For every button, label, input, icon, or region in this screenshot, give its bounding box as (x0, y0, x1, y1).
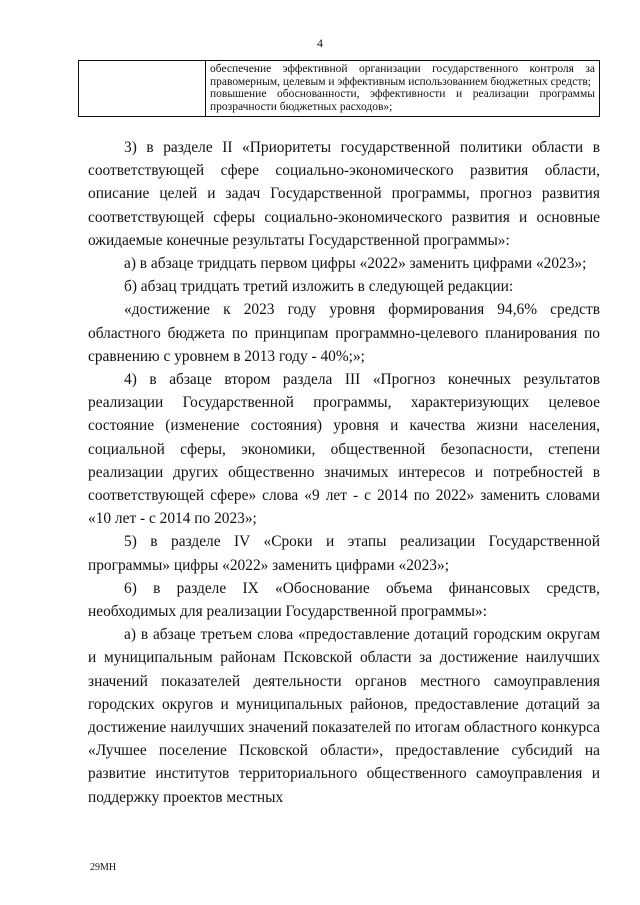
page-number: 4 (317, 36, 323, 50)
table-item-efficiency-control: обеспечение эффективной организации государственного контроля за правомерным, целевым и эффективным использованием бюджетных средств; (210, 63, 595, 88)
paragraph-quote-2023: «достижение к 2023 году уровня формирования 94,6% средств областного бюджета по принципам программно-целевого планирования по сравнению с уровнем в 2013 году - 40%;»; (88, 301, 600, 365)
table-row (79, 61, 600, 117)
footer-code: 29МН (90, 862, 117, 873)
table-item-transparency: повышение обоснованности, эффективности и реализации программы прозрачности бюджетных расходов»; (210, 88, 595, 113)
paragraph-section-2-a: а) в абзаце тридцать первом цифры «2022» заменить цифрами «2023»; (124, 255, 587, 273)
paragraph-section-4: 5) в разделе IV «Сроки и этапы реализации Государственной программы» цифры «2022» заменить цифрами «2023»; (88, 533, 600, 574)
table-empty-cell (79, 61, 206, 117)
paragraph-section-9: 6) в разделе IX «Обоснование объема финансовых средств, необходимых для реализации Государственной программы»: (88, 579, 600, 621)
continuation-table (78, 60, 600, 117)
paragraph-section-3: 4) в абзаце втором раздела III «Прогноз конечных результатов реализации Государственной программы, характеризующих целевое состояние (изменение состояния) уровня и качества жизни населения, социальной сферы, экономики, общественной безопасности, степени реализации других общественно значимых интересов и потребностей в соответствующей сфере» слова «9 лет - с 2014 по 2022» заменить словами «10 лет - с 2014 по 2023»; (88, 371, 600, 528)
table-text-cell (206, 61, 600, 117)
document-body (88, 136, 600, 809)
paragraph-section-2-b: б) абзац тридцать третий изложить в следующей редакции: (124, 278, 514, 296)
paragraph-section-2: 3) в разделе II «Приоритеты государственной политики области в соответствующей сфере социально-экономического развития области, описание целей и задач Государственной программы, прогноз развития соответствующей сферы социально-экономического развития и основные ожидаемые конечные результаты Государственной программы»: (88, 139, 600, 249)
paragraph-section-9-a: а) в абзаце третьем слова «предоставление дотаций городским округам и муниципальным районам Псковской области за достижение наилучших значений показателей деятельности органов местного самоуправления городских округов и муниципальных районов, предоставление дотаций за достижение наилучших значений показателей по итогам областного конкурса «Лучшее поселение Псковской области», предоставление субсидий на развитие институтов территориального общественного самоуправления и поддержку проектов местных (88, 626, 600, 806)
